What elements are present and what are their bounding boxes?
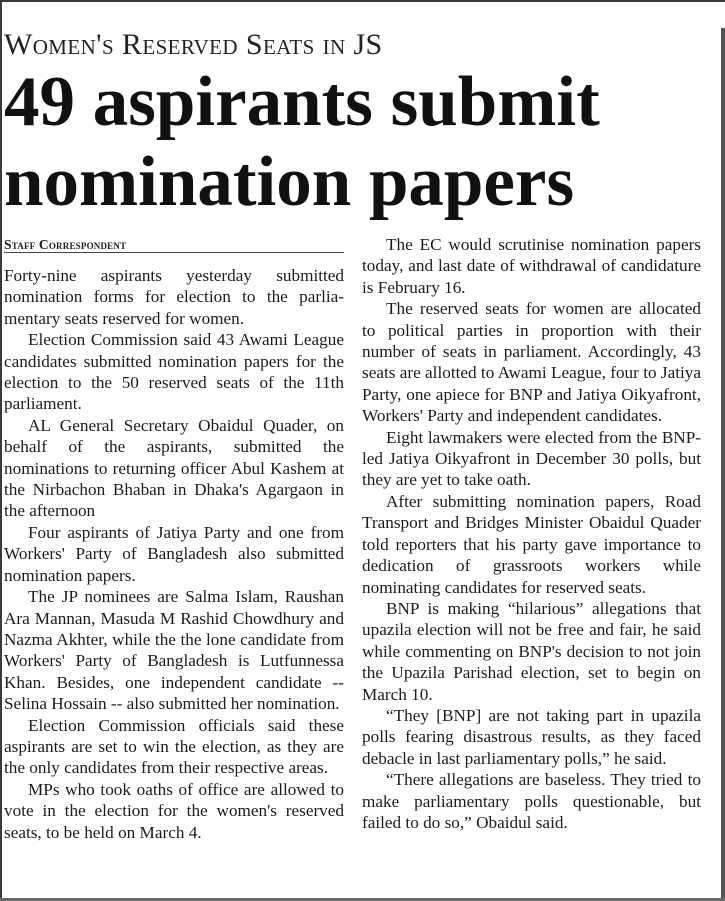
body-paragraph: AL General Secretary Obaidul Quader, on behalf of the aspirants, submitted the nominations to returning officer Abul Kashem at the Nirbachon Bhaban in Dhaka's Agargaon in the afternoon [4, 415, 344, 521]
body-paragraph: BNP is making “hilarious” allegations that upazila election will not be free and fair, he said while commenting on BNP's decision to not join the Upazila Parishad election, set to begin on March 10. [362, 598, 701, 704]
article-column-left [4, 232, 344, 843]
body-paragraph: Eight lawmakers were elected from the BNP-led Jatiya Oikyafront in December 30 polls, but they are yet to take oath. [362, 427, 701, 490]
clipping-right-edge [721, 28, 725, 901]
body-paragraph: The EC would scrutinise nomination papers today, and last date of withdrawal of candidature is February 16. [362, 235, 701, 297]
article-kicker: Women's Reserved Seats in JS [4, 28, 383, 61]
clipping-top-edge [0, 0, 725, 2]
article-column-right [362, 234, 701, 833]
body-paragraph: Election Commission said 43 Awami League candidates submitted nomination papers for the election to the 50 reserved seats of the 11th parliament. [4, 330, 344, 414]
byline: Staff Correspondent [4, 232, 344, 253]
body-paragraph: MPs who took oaths of office are allowed to vote in the election for the women's reserved seats, to be held on March 4. [4, 779, 344, 842]
body-paragraph: After submitting nomination papers, Road Transport and Bridges Minister Obaidul Quader told reporters that his party gave importance to dedication of grassroots workers while nominating candidates for reserved seats. [362, 491, 701, 597]
body-paragraph: The reserved seats for women are allocated to political parties in proportion with their number of seats in parliament. Accordingly, 43 seats are allotted to Awami League, four to Jatiya Party, one apiece for BNP and Jatiya Oikyafront, Workers' Party and independent candidates. [362, 299, 701, 426]
body-paragraph: The JP nominees are Salma Islam, Raushan Ara Mannan, Masuda M Rashid Chowdhury and Nazma Akhter, while the the lone candidate from Workers' Party of Bangladesh is Lutfunnessa Khan. Besides, one independent candidate -- Selina Hossain -- also submitted her nomination. [4, 587, 344, 714]
article-headline: 49 aspirants submit nomination papers [4, 63, 600, 221]
clipping-left-edge [0, 0, 2, 901]
body-paragraph: Four aspirants of Jatiya Party and one from Workers' Party of Bangladesh also submitted nomination papers. [4, 522, 344, 585]
body-paragraph: “There allegations are baseless. They tried to make parliamentary polls questionable, but failed to do so,” Obaidul said. [362, 770, 701, 832]
body-paragraph: Forty-nine aspirants yesterday submitted nomination forms for election to the parliamentary seats reserved for women. [4, 266, 344, 328]
body-paragraph: Election Commission officials said these aspirants are set to win the election, as they are the only candidates from their respective areas. [4, 715, 344, 778]
body-paragraph: “They [BNP] are not taking part in upazila polls fearing disastrous results, as they faced debacle in last parliamentary polls,” he said. [362, 705, 701, 768]
